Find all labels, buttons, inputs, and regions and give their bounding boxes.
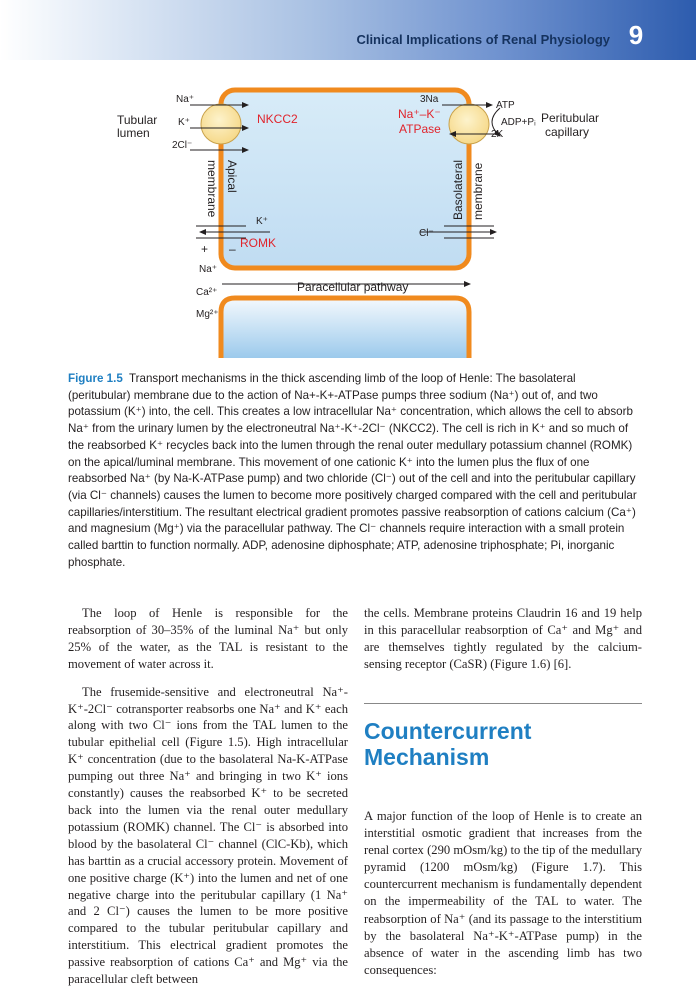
apical-label: Apical xyxy=(225,160,239,193)
atp-label: ATP xyxy=(496,100,515,111)
k-ion-label: K⁺ xyxy=(178,117,190,128)
paragraph-claudin: the cells. Membrane proteins Claudrin 16 and 19 help in this paracellular reabsorption of Ca⁺ and Mg⁺ and are themselves tightly regulated by the calcium-sensing receptor (CaSR) (Figure 1.6) [6]. xyxy=(364,606,642,671)
section-heading: Countercurrent Mechanism xyxy=(364,718,532,770)
adp-label: ADP+Pᵢ xyxy=(501,117,536,128)
capillary-label-1: Peritubular xyxy=(541,111,600,125)
capillary-label-2: capillary xyxy=(545,125,590,139)
cl-channel-label: Cl⁻ xyxy=(419,228,434,239)
para-ca-label: Ca²⁺ xyxy=(196,287,218,298)
section-divider xyxy=(364,703,642,704)
body-column-left xyxy=(68,605,348,988)
lumen-label-1: Tubular xyxy=(117,113,158,127)
na3-label: 3Na xyxy=(420,94,439,105)
figure-label: Figure 1.5 xyxy=(68,372,123,385)
pump-label-2: ATPase xyxy=(399,122,441,136)
plus-label: + xyxy=(201,242,209,256)
nkcc2-label: NKCC2 xyxy=(257,112,298,126)
para-na-label: Na⁺ xyxy=(199,264,218,275)
basolateral-label: Basolateral xyxy=(451,159,465,220)
minus-label: – xyxy=(229,242,236,256)
figure-caption xyxy=(68,371,640,571)
page-header xyxy=(0,0,696,60)
caption-text: Transport mechanisms in the thick ascending limb of the loop of Henle: The basolateral (peritubular) membrane due to the action of Na+-K+-ATPase pumps three sodium (Na⁺) out of, and two potassium (K⁺) into, the cell. This creates a low intracellular Na⁺ concentration, which allows the cell to absorb Na⁺ from the urinary lumen by the electroneutral Na⁺-K⁺-2Cl⁻ (NKCC2). The cell is rich in K⁺ and so much of the reabsorbed K⁺ recycles back into the lumen through the renal outer medullary potassium channel (ROMK) on the apical/luminal membrane. This movement of one cationic K⁺ into the lumen plus the flux of one reabsorbed Na⁺ (by Na-K-ATPase pump) and two chloride (Cl⁻) out of the cell and into the peritubular capillary (via Cl⁻ channels) causes the lumen to become more positively charged compared with the cell and peritubular capillaries/interstitium. The resultant electrical gradient promotes passive reabsorption of cations calcium (Ca⁺) and magnesium (Mg⁺) via the paracellular pathway. The Cl⁻ channels require interaction with a small protein called barttin to function normally. ADP, adenosine diphosphate; ATP, adenosine triphosphate; Pi, inorganic phosphate. xyxy=(68,372,637,569)
paragraph-loop-of-henle: The loop of Henle is responsible for the reabsorption of 30–35% of the luminal Na⁺ but only 25% of the water, as the TAL is resistant to the movement of water across it. xyxy=(68,606,348,671)
pump-label-1: Na⁺–K⁻ xyxy=(398,107,441,121)
k-romk-label: K⁺ xyxy=(256,216,268,227)
k2-label: 2K xyxy=(491,129,504,140)
romk-label: ROMK xyxy=(240,236,276,250)
na-ion-label: Na⁺ xyxy=(176,94,195,105)
figure-1-5 xyxy=(0,80,696,360)
apical-membrane-label: membrane xyxy=(205,160,219,218)
para-mg-label: Mg²⁺ xyxy=(196,309,219,320)
page-number: 9 xyxy=(628,20,644,50)
paragraph-frusemide: The frusemide-sensitive and electroneutral Na⁺-K⁺-2Cl⁻ cotransporter reabsorbs one Na⁺ and K⁺ each along with two Cl⁻ ions from the TAL lumen to the tubular epithelial cell (Figure 1.5). High intracellular K⁺ concentration (due to the basolateral Na-K-ATPase pumping out three Na⁺ and bringing in two K⁺ ions constantly) causes the reabsorbed K⁺ to be secreted back into the lumen via the renal outer medullary potassium (ROMK) channel. The Cl⁻ is absorbed into blood by the basolateral Cl⁻ channel (ClC-Kb), which has barttin as a crucial accessory protein. Movement of one positive charge (K⁺) into the lumen and net of one negative charge into the peritubular capillary (1 Na⁺ and 2 Cl⁻) causes the lumen to be more positive compared to the tubular peritubular capillary and interstitium. This electrical gradient promotes the passive reabsorption of cations Ca⁺ and Mg⁺ via the paracellular cleft between xyxy=(68,684,348,987)
adjacent-cell xyxy=(221,298,469,358)
paragraph-countercurrent: A major function of the loop of Henle is to create an interstitial osmotic gradient that increases from the renal cortex (290 mOsm/kg) to the tip of the medullary pyramid (1200 mOsm/kg) (Figure 1.7). This countercurrent mechanism is fundamentally dependent on the impermeability of the TAL to water. The reabsorption of Na⁺ (and its passage to the interstitium by the basolateral Na⁺-K⁺-ATPase pump) in the absence of water in the ascending limb has two consequences: xyxy=(364,809,642,977)
cl-ion-label: 2Cl⁻ xyxy=(172,140,193,151)
paracellular-label: Paracellular pathway xyxy=(297,280,409,294)
na-k-atpase-pump xyxy=(449,104,489,144)
nkcc2-transporter xyxy=(201,104,241,144)
running-title: Clinical Implications of Renal Physiology xyxy=(356,32,610,47)
basolateral-membrane-label: membrane xyxy=(471,162,485,220)
lumen-label-2: lumen xyxy=(117,126,150,140)
